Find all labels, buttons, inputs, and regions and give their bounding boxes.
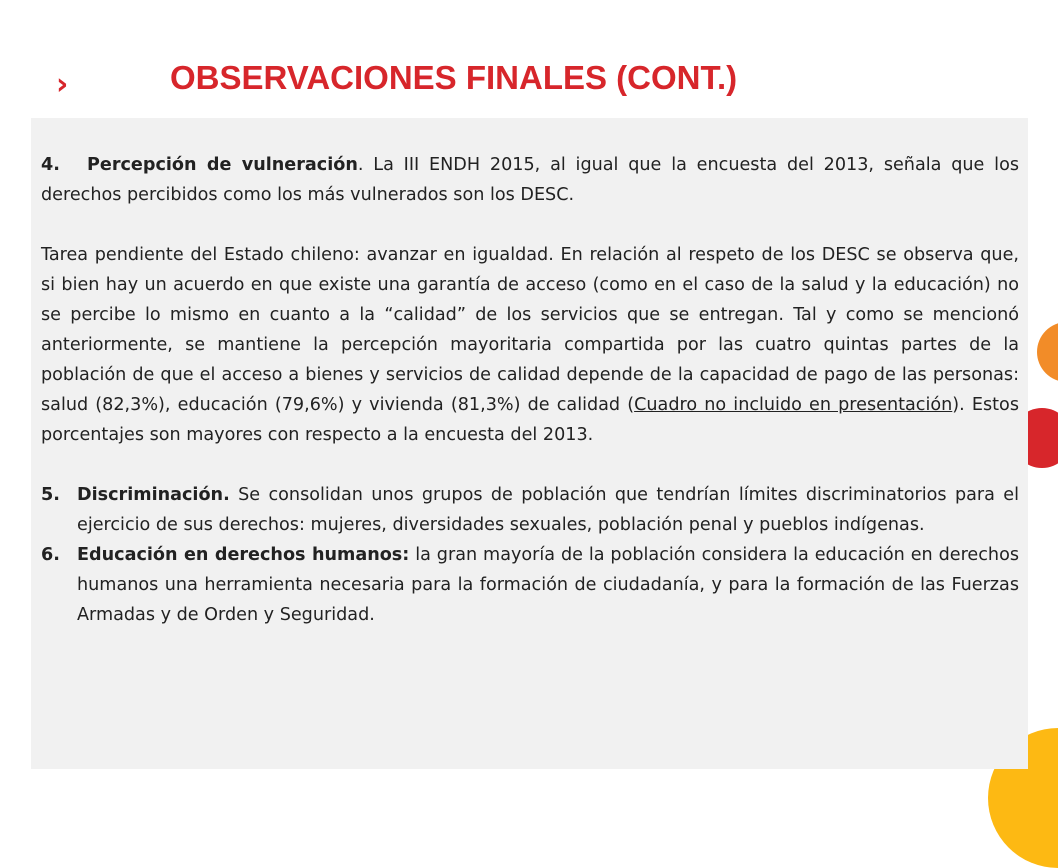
decorative-orange-circle [1037,322,1058,382]
slide-title: OBSERVACIONES FINALES (CONT.) [170,59,738,96]
item-4 [41,150,1019,210]
list-item-body: Se consolidan unos grupos de población que tendrían límites discriminatorios para el ejercicio de sus derechos: mujeres, diversidades sexuales, población penal y pueblos indígenas. [77,485,1019,535]
slide-body [41,150,1019,630]
item-4-number: 4. [41,155,60,175]
cuadro-link[interactable]: Cuadro no incluido en presentación [634,395,953,415]
paragraph-text: Tarea pendiente del Estado chileno: avanzar en igualdad. En relación al respeto de los DESC se observa que, si bien hay un acuerdo en que existe una garantía de acceso (como en el caso de la salud y la educación) no se percibe lo mismo en cuanto a la “calidad” de los servicios que se entregan. Tal y como se mencionó anteriormente, se mantiene la percepción mayoritaria compartida por las cuatro quintas partes de la población de que el acceso a bienes y servicios de calidad depende de la capacidad de pago de las personas: salud (82,3%), educación (79,6%) y vivienda (81,3%) de calidad ( [41,245,1019,415]
paragraph-text-end: ). Estos porcentajes son mayores con respecto a la encuesta del 2013. [41,395,1019,445]
list-item-6 [41,540,1019,630]
list-item-number: 6. [41,545,60,565]
main-paragraph [41,240,1019,450]
list-item-text [77,480,1019,540]
list-item-number: 5. [41,485,60,505]
item-4-heading: Percepción de vulneración [87,155,358,175]
chevron-right-icon: › [56,67,69,102]
list-item-5 [41,480,1019,540]
list-item-body: la gran mayoría de la población considera la educación en derechos humanos una herramienta necesaria para la formación de ciudadanía, y para la formación de las Fuerzas Armadas y de Orden y Seguridad. [77,545,1020,625]
list-item-heading: Educación en derechos humanos: [77,545,410,565]
list-item-heading: Discriminación. [77,485,230,505]
list-item-text [77,540,1019,630]
item-4-text: . La III ENDH 2015, al igual que la encuesta del 2013, señala que los derechos percibidos como los más vulnerados son los DESC. [41,155,1019,205]
